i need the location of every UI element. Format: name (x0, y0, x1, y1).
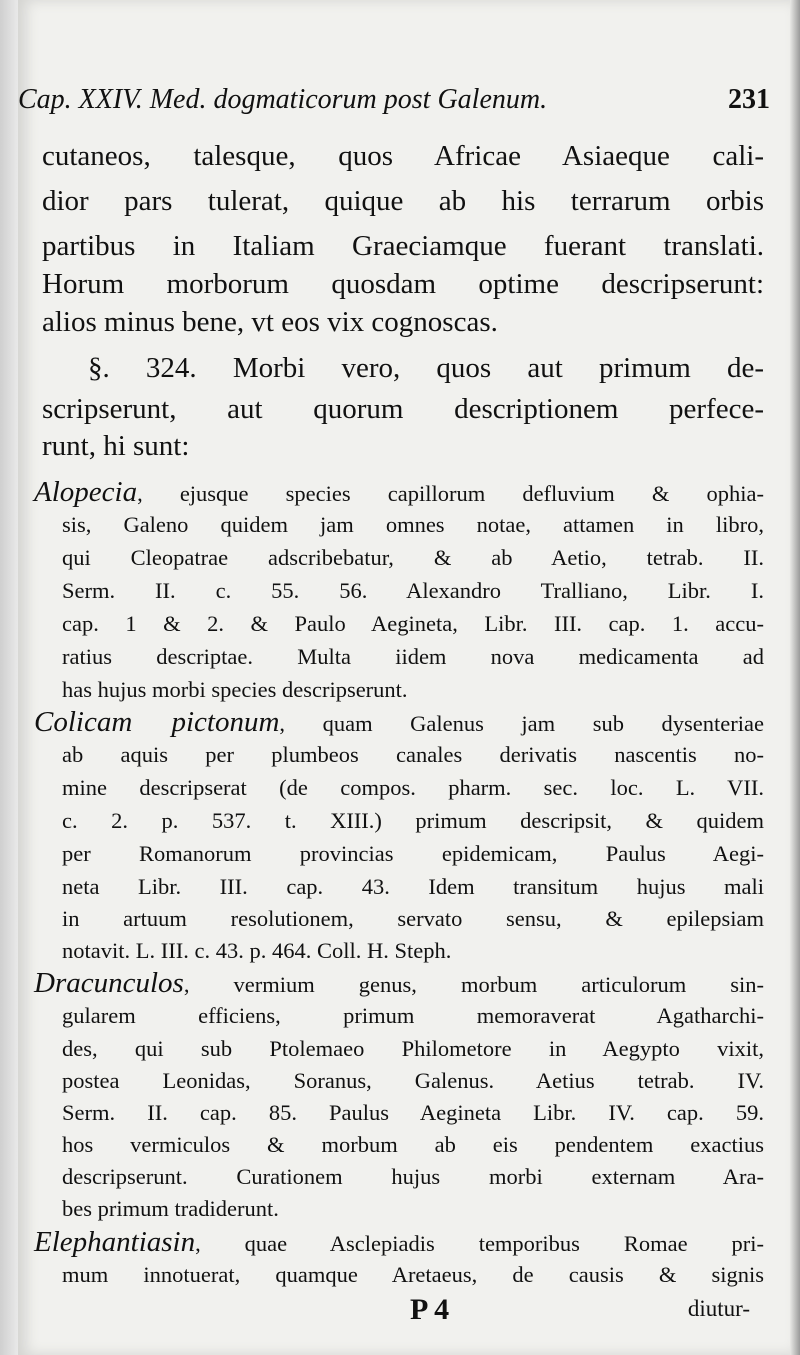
entry-term: Dracunculos (34, 967, 184, 999)
text-line: bes primum tradiderunt. (62, 1196, 279, 1221)
running-title: Cap. XXIV. Med. dogmaticorum post Galenum. (18, 84, 548, 115)
entry-term: Alopecia (34, 476, 138, 508)
text-line: cutaneos, talesque, quos Africae Asiaeque cali- (42, 140, 764, 172)
entry-first-line (34, 967, 764, 1000)
text-line: gularem efficiens, primum memoraverat Agatharchi- (62, 1003, 764, 1028)
text-line: in artuum resolutionem, servato sensu, & epilepsiam (62, 906, 764, 931)
entry-text: , quae Asclepiadis temporibus Romae pri- (195, 1231, 764, 1256)
text-line: ratius descriptae. Multa iidem nova medicamenta ad (62, 644, 764, 669)
text-line: Serm. II. c. 55. 56. Alexandro Tralliano, Libr. I. (62, 578, 764, 603)
text-line: scripserunt, aut quorum descriptionem perfece- (42, 393, 764, 425)
entry-term: Elephantiasin (34, 1226, 196, 1258)
text-line: notavit. L. III. c. 43. p. 464. Coll. H. Steph. (62, 938, 452, 963)
entry-text: , ejusque species capillorum defluvium & ophia- (137, 481, 764, 506)
text-line: neta Libr. III. cap. 43. Idem transitum hujus mali (62, 874, 764, 899)
text-line: sis, Galeno quidem jam omnes notae, attamen in libro, (62, 512, 764, 537)
book-gutter (0, 0, 18, 1355)
entry-first-line (34, 476, 764, 509)
text-line: hos vermiculos & morbum ab eis pendentem exactius (62, 1132, 764, 1157)
text-line: des, qui sub Ptolemaeo Philometore in Aegypto vixit, (62, 1036, 764, 1061)
text-line: postea Leonidas, Soranus, Galenus. Aetius tetrab. IV. (62, 1068, 764, 1093)
text-line: alios minus bene, vt eos vix cognoscas. (42, 306, 498, 338)
text-line: cap. 1 & 2. & Paulo Aegineta, Libr. III. cap. 1. accu- (62, 611, 764, 636)
signature-mark: P 4 (410, 1293, 450, 1326)
running-header (18, 78, 778, 122)
text-line: §. 324. Morbi vero, quos aut primum de- (88, 352, 764, 384)
text-line: qui Cleopatrae adscribebatur, & ab Aetio, tetrab. II. (62, 545, 764, 570)
entry-term: Colicam pictonum (34, 706, 280, 738)
text-line: has hujus morbi species descripserunt. (62, 677, 408, 702)
text-line: per Romanorum provincias epidemicam, Paulus Aegi- (62, 841, 764, 866)
text-line: runt, hi sunt: (42, 430, 190, 462)
text-line: Horum morborum quosdam optime descripserunt: (42, 268, 764, 300)
text-line: mine descripserat (de compos. pharm. sec. loc. L. VII. (62, 775, 764, 800)
page-number: 231 (728, 84, 770, 115)
entry-first-line (34, 1226, 764, 1259)
text-line: Serm. II. cap. 85. Paulus Aegineta Libr. IV. cap. 59. (62, 1100, 764, 1125)
text-line: partibus in Italiam Graeciamque fuerant translati. (42, 230, 764, 262)
entry-text: , quam Galenus jam sub dysenteriae (279, 711, 764, 736)
page-edge-shadow (790, 0, 800, 1355)
catchword: diutur- (687, 1296, 750, 1321)
text-line: mum innotuerat, quamque Aretaeus, de causis & signis (62, 1262, 764, 1287)
text-line: descripserunt. Curationem hujus morbi externam Ara- (62, 1164, 764, 1189)
text-line: dior pars tulerat, quique ab his terrarum orbis (42, 185, 764, 217)
entry-text: , vermium genus, morbum articulorum sin- (183, 972, 764, 997)
entry-first-line (34, 706, 764, 739)
text-line: ab aquis per plumbeos canales derivatis nascentis no- (62, 742, 764, 767)
text-line: c. 2. p. 537. t. XIII.) primum descripsit, & quidem (62, 808, 764, 833)
